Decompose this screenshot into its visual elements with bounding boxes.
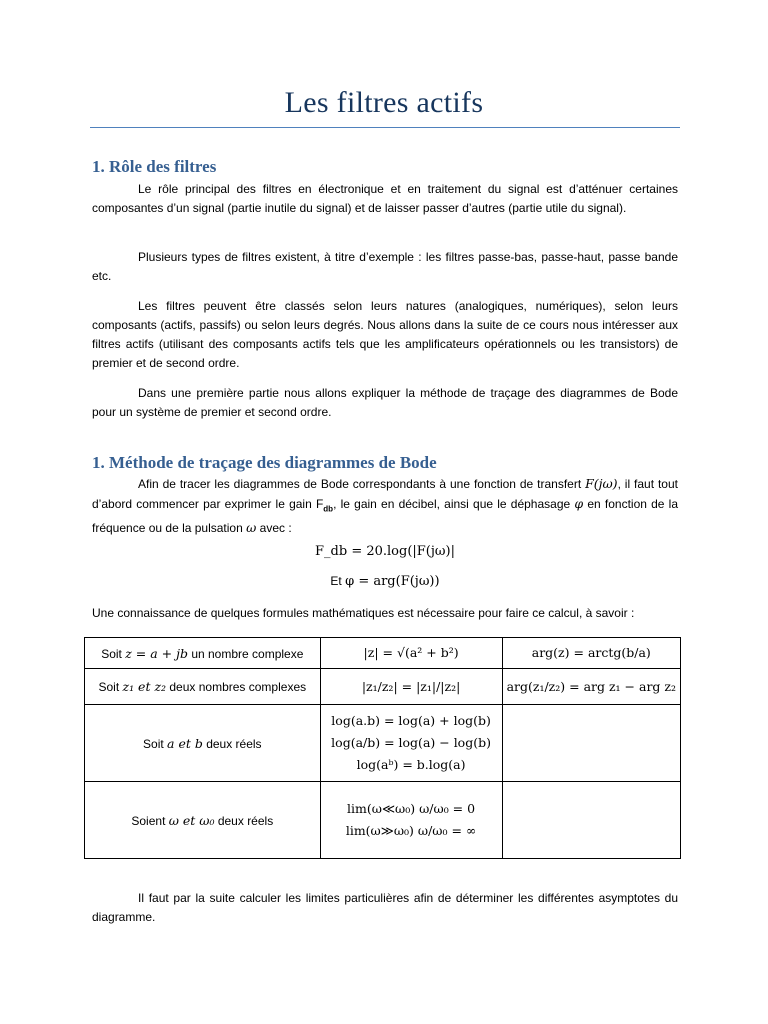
table-cell: Soit z = a + jb un nombre complexe bbox=[85, 638, 321, 669]
formula-table bbox=[84, 637, 681, 859]
table-cell bbox=[502, 782, 680, 859]
table-cell: Soit z₁ et z₂ deux nombres complexes bbox=[85, 669, 321, 705]
paragraph-asymptotes: Il faut par la suite calculer les limites particulières afin de déterminer les différentes asymptotes du diagramme. bbox=[92, 891, 678, 924]
table-cell: arg(z₁/z₂) = arg z₁ − arg z₂ bbox=[502, 669, 680, 705]
table-row bbox=[85, 669, 681, 705]
math-phi: φ bbox=[574, 496, 584, 511]
paragraph-role-4: Dans une première partie nous allons expliquer la méthode de traçage des diagrammes de Bode pour un système de premier et second ordre. bbox=[92, 386, 678, 419]
table-row bbox=[85, 705, 681, 782]
paragraph-role-3: Les filtres peuvent être classés selon leurs natures (analogiques, numériques), selon leurs composants (actifs, passifs) ou selon leurs degrés. Nous allons dans la suite de ce cours nous intéresser aux filtres actifs (utilisant des composants actifs tels que les amplificateurs opérationnels ou les transistors) de premier et de second ordre. bbox=[92, 299, 678, 370]
equation-gain-db: F_db = 20.log(|F(jω)| bbox=[315, 544, 455, 559]
table-cell: Soient ω et ω₀ deux réels bbox=[85, 782, 321, 859]
paragraph-bode-intro: Afin de tracer les diagrammes de Bode correspondants à une fonction de transfert F(jω), il faut tout d’abord commencer par exprimer le gain $F_{db}$, le gain en décibel, ainsi que le déphasage φ en fonction de la fréquence ou de la pulsation ω avec : bbox=[92, 476, 678, 536]
table-cell: |z₁/z₂| = |z₁|/|z₂| bbox=[320, 669, 502, 705]
paragraph-role-1: Le rôle principal des filtres en électronique et en traitement du signal est d’atténuer certaines composantes d’un signal (partie inutile du signal) et de laisser passer d’autres (partie utile du signal). bbox=[92, 182, 678, 215]
title-underline bbox=[90, 127, 680, 128]
table-row bbox=[85, 638, 681, 669]
paragraph-role-2: Plusieurs types de filtres existent, à titre d’exemple : les filtres passe-bas, passe-haut, passe bande etc. bbox=[92, 250, 678, 283]
table-cell: |z| = √(a² + b²) bbox=[320, 638, 502, 669]
math-transfer-function: F(jω) bbox=[585, 476, 618, 491]
section-heading-bode: 1. Méthode de traçage des diagrammes de Bode bbox=[92, 453, 437, 472]
paragraph-formulas-intro: Une connaissance de quelques formules mathématiques est nécessaire pour faire ce calcul, à savoir : bbox=[92, 606, 635, 620]
table-cell: arg(z) = arctg(b/a) bbox=[502, 638, 680, 669]
table-cell: Soit a et b deux réels bbox=[85, 705, 321, 782]
table-cell: log(a.b) = log(a) + log(b) log(a/b) = log(a) − log(b) log(aᵇ) = b.log(a) bbox=[320, 705, 502, 782]
table-cell: lim(ω≪ω₀) ω/ω₀ = 0 lim(ω≫ω₀) ω/ω₀ = ∞ bbox=[320, 782, 502, 859]
section-heading-role: 1. Rôle des filtres bbox=[92, 157, 217, 176]
table-cell bbox=[502, 705, 680, 782]
math-omega: ω bbox=[246, 520, 257, 536]
table-row bbox=[85, 782, 681, 859]
document-title: Les filtres actifs bbox=[284, 86, 484, 119]
equation-phase: Et φ = arg(F(jω)) bbox=[330, 574, 440, 589]
